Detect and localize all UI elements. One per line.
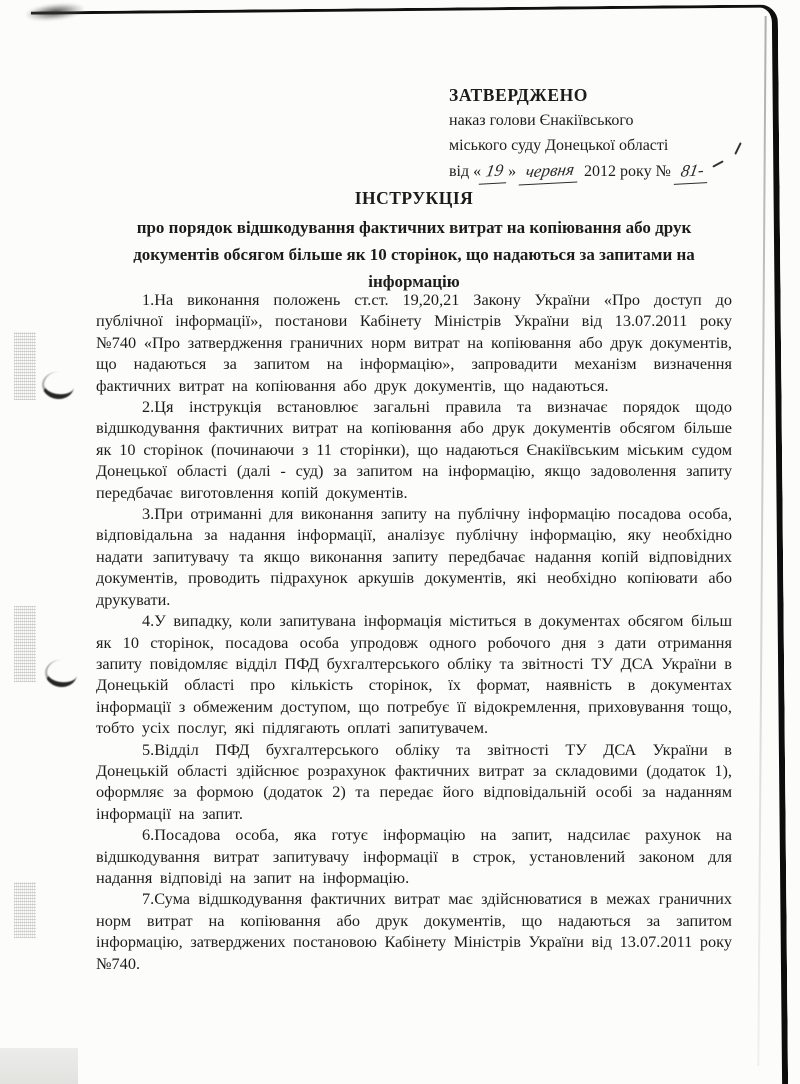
approval-block — [449, 83, 754, 184]
date-prefix: від « — [449, 163, 482, 180]
scan-noise-strip — [14, 606, 36, 682]
paragraph-1: 1.На виконання положень ст.ст. 19,20,21 Закону України «Про доступ до публічної інформації», постанови Кабінету Міністрів України від 13.07.2011 року №740 «Про затвердження граничних норм витрат на копіювання або друк документів, що надаються за запитом на інформацію», запровадити механізм визначення фактичних витрат на копіювання або друк документів, що надаються. — [96, 290, 732, 395]
handwritten-day: 19 — [479, 157, 510, 184]
date-suffix: » — [508, 163, 517, 180]
scan-shadow-patch — [0, 1048, 78, 1084]
approval-issuer-line-1: наказ голови Єнакіївського — [449, 112, 634, 129]
document-title-block — [96, 188, 732, 295]
approval-date-line — [449, 158, 754, 184]
paragraph-4: 4.У випадку, коли запитувана інформація міститься в документах обсягом більш як 10 сторінок, посадова особа упродовж одного робочого дня з дати отримання запиту повідомляє відділ ПФД бухгалтерського обліку та звітності ТУ ДСА України в Донецькій області про кількість сторінок, їх формат, наявність в документах інформації з обмеженим доступом, що потребує її відокремлення, приховування тощо, тобто усіх послуг, які підлягають оплаті запитувачем. — [96, 611, 732, 738]
ink-smudge — [25, 1, 84, 23]
paragraph-3: 3.При отриманні для виконання запиту на публічну інформацію посадова особа, відповідальна за надання інформації, аналізує публічну інформацію, яку необхідно надати запитувачу та якщо виконання запиту передбачає надання копій відповідних документів, проводить підрахунок аркушів документів, які необхідно копіювати або друкувати. — [96, 504, 733, 609]
handwritten-order-number: 81- — [674, 157, 711, 185]
paragraph-5: 5.Відділ ПФД бухгалтерського обліку та звітності ТУ ДСА України в Донецькій області здійснює розрахунок фактичних витрат за складовими (додаток 1), оформляє за формою (додаток 2) та передає його відповідальній особі за наданням інформації на запит. — [96, 739, 732, 823]
year-text: 2012 року № — [584, 163, 671, 180]
document-title: ІНСТРУКЦІЯ — [354, 188, 474, 208]
scan-noise-strip — [14, 332, 36, 400]
approval-issuer-line-2: міського суду Донецької області — [449, 137, 669, 154]
scan-noise-strip — [14, 882, 36, 938]
binder-ring-mark — [40, 370, 75, 401]
approval-heading: ЗАТВЕРДЖЕНО — [449, 85, 589, 105]
document-subtitle: про порядок відшкодування фактичних витрат на копіювання або друк документів обсягом більше як 10 сторінок, що надаються за запитами на інформацію — [133, 218, 695, 291]
paragraph-7: 7.Сума відшкодування фактичних витрат має здійснюватися в межах граничних норм витрат на копіювання або друк документів, що надаються за запитом інформацію, затверджених постановою Кабінету Міністрів України від 13.07.2011 року №740. — [96, 889, 732, 973]
paper-edge-shadow — [757, 16, 766, 1066]
binder-ring-mark — [43, 658, 78, 689]
paragraph-6: 6.Посадова особа, яка готує інформацію на запит, надсилає рахунок на відшкодування витрат запитувачу інформації в строк, установлений законом для надання відповіді на запит на інформацію. — [96, 825, 732, 887]
handwritten-month: червня — [519, 157, 582, 186]
paragraph-2: 2.Ця інструкція встановлює загальні правила та визначає порядок щодо відшкодування фактичних витрат на копіювання або друк документів обсягом більше як 10 сторінок (починаючи з 11 сторінки), що надаються Єнакіївським міським судом Донецької області (далі - суд) за запитом на інформацію, якщо задоволення запиту передбачає виготовлення копій документів. — [96, 397, 732, 502]
document-body — [96, 289, 732, 974]
